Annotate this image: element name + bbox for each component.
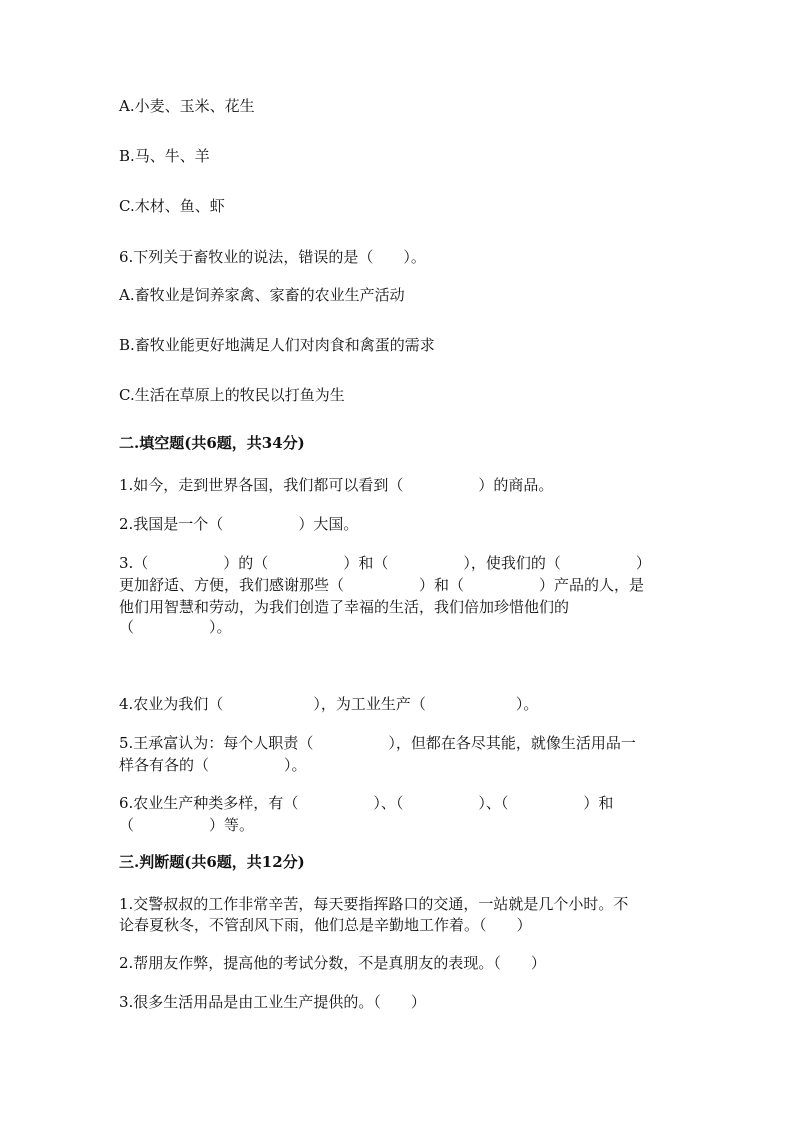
fill-question-5-line-2: 样各有各的（ ）。 [119,756,307,774]
fill-question-3-line-1: 3.（ ）的（ ）和（ ），使我们的（ ） [119,554,651,572]
option-a: A.小麦、玉米、花生 [119,97,255,115]
fill-question-3-line-4: （ ）。 [119,618,232,636]
fill-question-4: 4.农业为我们（ ），为工业生产（ ）。 [119,695,539,713]
option-a: A.畜牧业是饲养家禽、家畜的农业生产活动 [119,286,405,304]
option-c: C.生活在草原上的牧民以打鱼为生 [119,386,345,404]
judge-question-2: 2.帮朋友作弊，提高他的考试分数，不是真朋友的表现。（ ） [119,954,546,972]
option-b: B.马、牛、羊 [119,147,210,165]
option-b: B.畜牧业能更好地满足人们对肉食和禽蛋的需求 [119,336,435,354]
fill-question-6-line-2: （ ）等。 [119,816,255,834]
judge-question-3: 3.很多生活用品是由工业生产提供的。（ ） [119,993,426,1011]
fill-question-3-line-2: 更加舒适、方便，我们感谢那些（ ）和（ ）产品的人，是 [119,576,645,594]
section-title-true-false: 三.判断题(共6题，共12分) [119,853,305,871]
fill-question-2: 2.我国是一个（ ）大国。 [119,515,359,533]
fill-question-1: 1.如今，走到世界各国，我们都可以看到（ ）的商品。 [119,476,554,494]
fill-question-6-line-1: 6.农业生产种类多样，有（ ）、（ ）、（ ）和 [119,794,614,812]
question-stem: 6.下列关于畜牧业的说法，错误的是（ ）。 [119,248,426,266]
judge-question-1-line-2: 论春夏秋冬，不管刮风下雨，他们总是辛勤地工作着。（ ） [119,916,532,934]
section-title-fill-blank: 二.填空题(共6题，共34分) [119,434,305,452]
judge-question-1-line-1: 1.交警叔叔的工作非常辛苦，每天要指挥路口的交通，一站就是几个小时。不 [119,895,629,913]
fill-question-3-line-3: 他们用智慧和劳动，为我们创造了幸福的生活，我们倍加珍惜他们的 [119,598,570,616]
option-c: C.木材、鱼、虾 [119,197,225,215]
fill-question-5-line-1: 5.王承富认为：每个人职责（ ），但都在各尽其能，就像生活用品一 [119,734,636,752]
